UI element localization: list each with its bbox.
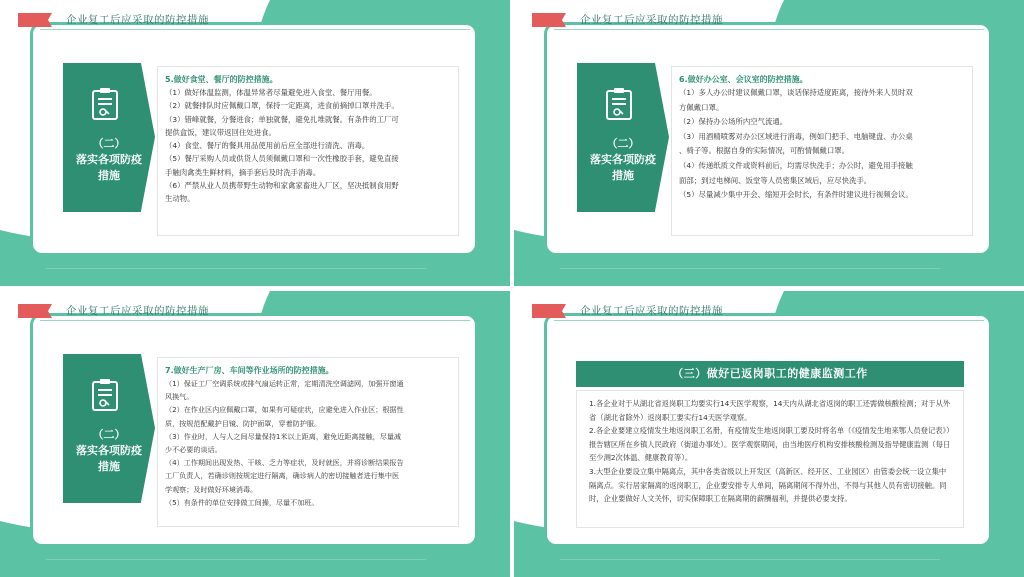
footer-dash bbox=[946, 558, 966, 561]
content-paragraph: 1.各企业对于从湖北省返岗职工均要实行14天医学观察，14天内从湖北省返岗的职工还需做核酸检测；对于从外省（湖北省除外）返岗职工要实行14天医学观察。 bbox=[589, 399, 951, 422]
footer-dash bbox=[970, 267, 980, 270]
content-title: 6.做好办公室、会议室的防控措施。 bbox=[679, 75, 808, 84]
content-line: 少不必要的谈话。 bbox=[165, 445, 222, 455]
content-line: 质，按规范配戴护目镜、防护面罩，穿着防护服。 bbox=[165, 418, 322, 428]
content-line: （5）有条件的单位安排做工间操，尽量不加班。 bbox=[165, 497, 319, 507]
content-line: 面部；到过电梯间、饭堂等人员密集区域后，应尽快洗手。 bbox=[679, 175, 872, 185]
content-line: （3）用酒精喷雾对办公区域进行消毒，例如门把手、电脑键盘、办公桌 bbox=[679, 131, 913, 141]
content-line: 生动物。 bbox=[165, 194, 195, 204]
footer-rule bbox=[46, 559, 426, 560]
content-line: （3）作业时，人与人之间尽量保持1米以上距离，避免近距离接触，尽量减 bbox=[165, 431, 402, 441]
content-box bbox=[576, 390, 964, 528]
content-line: 风换气。 bbox=[165, 392, 194, 402]
content-line: 提供盒饭，建议带返回住处进食。 bbox=[165, 127, 276, 137]
ribbon-flag-icon bbox=[18, 13, 52, 27]
content-paragraph: 2.各企业要建立疫情发生地返岗职工名册，有疫情发生地返岗职工要及时将名单（《疫情发生地来鄂人员登记表》）报告辖区所在乡镇人民政府（街道办事处）。医学观察期间，由当地医疗机构安排核酸检测及指导健康监测（每日至少测2次体温、健康教育等）。 bbox=[589, 426, 951, 463]
slide-2[interactable] bbox=[514, 0, 1024, 286]
content-title: 7.做好生产厂房、车间等作业场所的防控措施。 bbox=[165, 366, 334, 375]
footer-dash bbox=[432, 267, 452, 270]
content-line: （6）严禁从业人员携带野生动物和家禽家畜进入厂区，坚决抵制食用野 bbox=[165, 181, 399, 191]
content-line: （4）工作期间出现发热、干咳、乏力等症状，及时就医，并将诊断结果报告 bbox=[165, 458, 404, 468]
slide-4[interactable] bbox=[514, 291, 1024, 577]
section-heading-line: 措施 bbox=[98, 460, 120, 473]
footer-rule bbox=[46, 268, 426, 269]
content-line: （5）餐厅采购人员或供货人员须佩戴口罩和一次性橡胶手套，避免直接 bbox=[165, 154, 399, 164]
slide-1[interactable] bbox=[0, 0, 510, 286]
footer-dash bbox=[456, 267, 466, 270]
ribbon-flag-icon bbox=[18, 304, 52, 318]
header-rule bbox=[554, 29, 984, 30]
content-box bbox=[157, 357, 459, 527]
header-title: 企业复工后应采取的防控措施 bbox=[580, 305, 723, 317]
section-heading bbox=[577, 136, 669, 184]
footer-dash bbox=[432, 558, 452, 561]
content-line: （4）食堂、餐厅的餐具用品使用前后应全部进行清洗、消毒。 bbox=[165, 141, 370, 151]
ribbon-flag-icon bbox=[532, 13, 566, 27]
section-heading bbox=[63, 427, 155, 475]
footer-rule bbox=[560, 268, 940, 269]
header-rule bbox=[554, 320, 984, 321]
content-title: 5.做好食堂、餐厅的防控措施。 bbox=[165, 75, 278, 84]
section-heading-line: 落实各项防疫 bbox=[590, 153, 656, 166]
content-line: （1）多人办公时建议佩戴口罩，谈话保持适度距离，接待外来人员时双 bbox=[679, 88, 913, 97]
section-heading-line: 措施 bbox=[98, 169, 120, 182]
content-paragraph: 3.大型企业要设立集中隔离点，其中各类省级以上开发区（高新区、经开区、工业园区）由管委会统一设立集中隔离点。实行居家隔离的返岗职工，企业要安排专人单间，隔离期间不得外出，不得与其他人员有密切接触。同时，企业要做好人文关怀，切实保障职工在隔离期的薪酬福利，并提供必要支持。 bbox=[589, 466, 947, 504]
footer-rule bbox=[560, 559, 940, 560]
slide-3[interactable] bbox=[0, 291, 510, 577]
section-heading-line: 落实各项防疫 bbox=[76, 444, 142, 457]
content-line: （1）做好体温监测，体温异常者尽量避免进入食堂、餐厅用餐。 bbox=[165, 88, 377, 97]
header-title: 企业复工后应采取的防控措施 bbox=[66, 305, 209, 317]
header-rule bbox=[40, 320, 470, 321]
section-heading-line: （二） bbox=[92, 428, 126, 441]
content-line: 工厂负责人，若确诊则按规定进行隔离，确诊病人的密切接触者进行集中医 bbox=[165, 471, 400, 481]
content-line: （4）传递纸质文件或资料前后，均需尽快洗手；办公时，避免用手接触 bbox=[679, 160, 913, 170]
document-icon bbox=[606, 88, 632, 120]
content-line: 方佩戴口罩。 bbox=[679, 102, 724, 112]
content-line: （1）保证工厂空调系统或排气扇运转正常，定期清洗空调滤网，加强开窗通 bbox=[165, 379, 404, 388]
content-line: 学观察；及时做好环境消毒。 bbox=[165, 484, 258, 494]
section-heading-line: （二） bbox=[606, 137, 640, 150]
header-rule bbox=[40, 29, 470, 30]
ribbon-flag-icon bbox=[532, 304, 566, 318]
content-line: （3）错峰就餐，分餐进食；单独就餐，避免扎堆就餐。有条件的工厂可 bbox=[165, 114, 399, 124]
section-heading-line: （二） bbox=[92, 137, 126, 150]
footer-dash bbox=[970, 558, 980, 561]
document-icon bbox=[92, 379, 118, 411]
content-line: （2）在作业区内应佩戴口罩，如果有可疑症状，应避免进入作业区；根据性 bbox=[165, 405, 404, 415]
section-heading-line: 措施 bbox=[612, 169, 634, 182]
content-box bbox=[157, 66, 459, 236]
content-line: （5）尽量减少集中开会、缩短开会时长，有条件时建议进行视频会议。 bbox=[679, 190, 913, 200]
content-line: 、椅子等。根据自身的实际情况，可酌情佩戴口罩。 bbox=[679, 146, 849, 156]
section-heading-line: 落实各项防疫 bbox=[76, 153, 142, 166]
footer-dash bbox=[946, 267, 966, 270]
document-icon bbox=[92, 88, 118, 120]
section-heading bbox=[63, 136, 155, 184]
footer-dash bbox=[456, 558, 466, 561]
content-line: （2）就餐排队时应佩戴口罩，保持一定距离，进食前摘掉口罩并洗手。 bbox=[165, 101, 399, 111]
header-title: 企业复工后应采取的防控措施 bbox=[66, 14, 209, 26]
section-banner: （三）做好已返岗职工的健康监测工作 bbox=[576, 361, 964, 387]
header-title: 企业复工后应采取的防控措施 bbox=[580, 14, 723, 26]
content-line: （2）保持办公场所内空气流通。 bbox=[679, 117, 788, 127]
content-line: 手触肉禽类生鲜材料，摘手套后及时洗手消毒。 bbox=[165, 167, 321, 177]
content-box bbox=[671, 66, 973, 236]
